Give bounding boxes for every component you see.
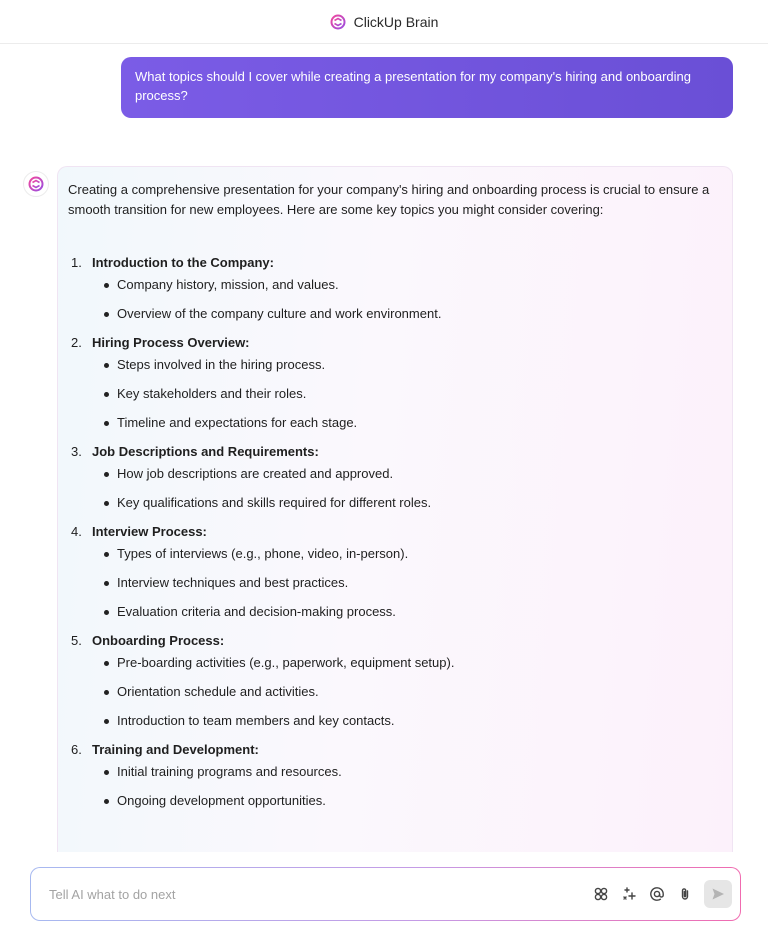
list-item: Key qualifications and skills required for different roles.	[102, 493, 720, 512]
list-item: Initial training programs and resources.	[102, 762, 720, 781]
topic-heading	[68, 522, 720, 542]
mention-icon[interactable]	[646, 883, 668, 905]
list-item: Interview techniques and best practices.	[102, 573, 720, 592]
topic-title: Training and Development:	[92, 742, 259, 757]
user-message-bubble: What topics should I cover while creating a presentation for my company's hiring and onboarding process?	[121, 57, 733, 118]
topic-bullet-list	[102, 275, 720, 323]
list-item: How job descriptions are created and approved.	[102, 464, 720, 483]
brain-icon[interactable]	[590, 883, 612, 905]
list-item: Introduction to team members and key contacts.	[102, 711, 720, 730]
list-item: Steps involved in the hiring process.	[102, 355, 720, 374]
topic-title: Introduction to the Company:	[92, 255, 274, 270]
topic-bullet-list	[102, 544, 720, 621]
ai-response-card	[57, 166, 733, 852]
sparkle-icon[interactable]	[618, 883, 640, 905]
response-intro: Creating a comprehensive presentation for your company's hiring and onboarding process is crucial to ensure a smooth transition for new employees. Here are some key topics you might consider covering:	[68, 182, 710, 217]
list-item: Company history, mission, and values.	[102, 275, 720, 294]
topic-number: 2.	[71, 335, 82, 350]
topic-heading	[68, 253, 720, 273]
topic-number: 5.	[71, 633, 82, 648]
list-item: Pre-boarding activities (e.g., paperwork, equipment setup).	[102, 653, 720, 672]
topic-heading	[68, 740, 720, 760]
prompt-input[interactable]	[49, 887, 584, 902]
topic-title: Onboarding Process:	[92, 633, 225, 648]
topic-number: 3.	[71, 444, 82, 459]
topic-heading	[68, 333, 720, 353]
list-item: Evaluation criteria and decision-making process.	[102, 602, 720, 621]
topic-bullet-list	[102, 762, 720, 810]
list-item: Key stakeholders and their roles.	[102, 384, 720, 403]
topic-bullet-list	[102, 464, 720, 512]
topic-bullet-list	[102, 653, 720, 730]
topic-heading	[68, 442, 720, 462]
topic-number: 4.	[71, 524, 82, 539]
list-item: Types of interviews (e.g., phone, video, in-person).	[102, 544, 720, 563]
attach-icon[interactable]	[674, 883, 696, 905]
send-button[interactable]	[704, 880, 732, 908]
list-item: Timeline and expectations for each stage.	[102, 413, 720, 432]
topic-title: Hiring Process Overview:	[92, 335, 250, 350]
topic-title: Interview Process:	[92, 524, 207, 539]
topic-title: Job Descriptions and Requirements:	[92, 444, 319, 459]
page-title: ClickUp Brain	[353, 13, 439, 30]
clickup-brain-avatar-icon	[28, 176, 44, 192]
topic-heading	[68, 631, 720, 651]
list-item: Ongoing development opportunities.	[102, 791, 720, 810]
list-item: Overview of the company culture and work environment.	[102, 304, 720, 323]
send-icon	[711, 887, 725, 901]
clickup-brain-logo-icon	[330, 14, 346, 30]
topic-bullet-list	[102, 355, 720, 432]
topic-number: 1.	[71, 255, 82, 270]
ai-avatar	[23, 171, 49, 197]
composer	[30, 867, 741, 921]
topic-number: 6.	[71, 742, 82, 757]
app-header	[0, 0, 768, 44]
list-item: Orientation schedule and activities.	[102, 682, 720, 701]
topic-list	[68, 253, 720, 810]
composer-inner	[31, 868, 740, 920]
